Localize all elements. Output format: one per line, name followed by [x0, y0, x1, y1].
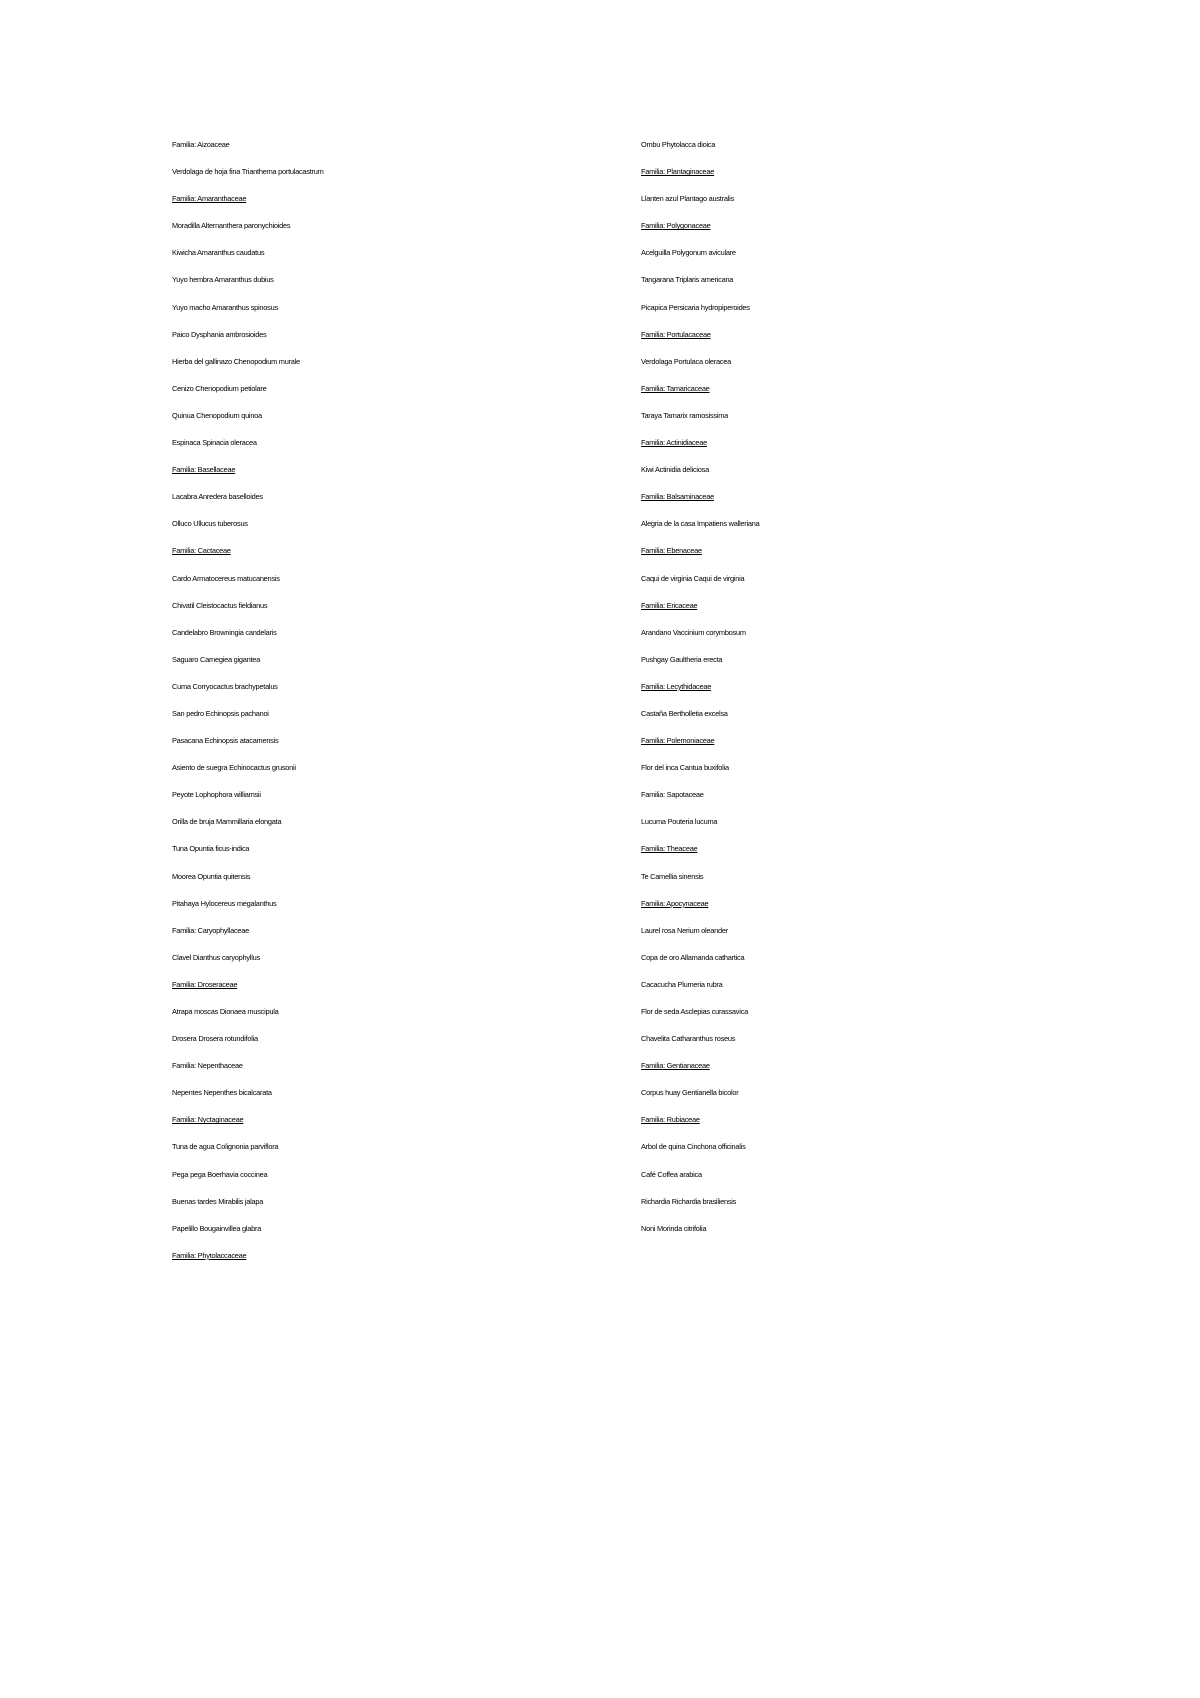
- family-heading: Familia: Polygonaceae: [641, 221, 711, 231]
- family-heading: Familia: Nepenthaceae: [172, 1061, 243, 1071]
- species-entry: Copa de oro Allamanda cathartica: [641, 952, 745, 962]
- species-entry: Pitahaya Hylocereus megalanthus: [172, 898, 277, 908]
- species-entry: Cacacucha Plumeria rubra: [641, 979, 723, 989]
- species-entry: Flor del inca Cantua buxifolia: [641, 763, 729, 773]
- species-entry: Paico Dysphania ambrosioides: [172, 329, 267, 339]
- species-entry: Verdolaga Portulaca oleracea: [641, 356, 731, 366]
- species-entry: Arandano Vaccinium corymbosum: [641, 627, 746, 637]
- family-heading: Familia: Ebenaceae: [641, 546, 702, 556]
- species-entry: San pedro Echinopsis pachanoi: [172, 708, 269, 718]
- species-entry: Buenas tardes Mirabilis jalapa: [172, 1196, 264, 1206]
- species-entry: Te Camellia sinensis: [641, 871, 704, 881]
- species-entry: Alegria de la casa Impatiens walleriana: [641, 519, 760, 529]
- species-entry: Moorea Opuntia quitensis: [172, 871, 251, 881]
- species-entry: Quinua Chenopodium quinoa: [172, 410, 262, 420]
- family-heading: Familia: Theaceae: [641, 844, 698, 854]
- species-entry: Acelguilla Polygonum aviculare: [641, 248, 736, 258]
- family-heading: Familia: Aizoaceae: [172, 140, 230, 149]
- species-entry: Peyote Lophophora williamsii: [172, 790, 261, 800]
- species-entry: Candelabro Browningia candelaris: [172, 627, 277, 637]
- species-entry: Café Coffea arabica: [641, 1169, 702, 1179]
- family-heading: Familia: Balsaminaceae: [641, 492, 714, 502]
- species-entry: Saguaro Carnegiea gigantea: [172, 654, 261, 664]
- family-heading: Familia: Portulacaceae: [641, 329, 711, 339]
- species-entry: Moradilla Alternanthera paronychioides: [172, 221, 291, 231]
- family-heading: Familia: Rubiaceae: [641, 1115, 700, 1125]
- family-heading: Familia: Droseraceae: [172, 979, 238, 989]
- species-entry: Orilla de bruja Mammillaria elongata: [172, 817, 282, 827]
- family-heading: Familia: Tamaricaceae: [641, 383, 710, 393]
- species-entry: Laurel rosa Nerium oleander: [641, 925, 728, 935]
- species-entry: Yuyo hembra Amaranthus dubius: [172, 275, 274, 285]
- family-heading: Familia: Cactaceae: [172, 546, 231, 556]
- family-heading: Familia: Phytolaccaceae: [172, 1250, 247, 1260]
- family-heading: Familia: Ericaceae: [641, 600, 698, 610]
- species-entry: Llanten azul Plantago australis: [641, 194, 734, 204]
- species-entry: Richardia Richardia brasiliensis: [641, 1196, 737, 1206]
- species-entry: Chivatil Cleistocactus fieldianus: [172, 600, 268, 610]
- family-heading: Familia: Caryophyllaceae: [172, 925, 249, 935]
- species-entry: Flor de seda Asclepias curassavica: [641, 1007, 748, 1016]
- species-entry: Picapica Persicaria hydropiperoides: [641, 302, 750, 312]
- species-entry: Tangarana Triplaris americana: [641, 275, 734, 285]
- species-entry: Ombu Phytolacca dioica: [641, 140, 716, 149]
- species-entry: Cenizo Chenopodium petiolare: [172, 383, 267, 393]
- species-entry: Cuma Corryocactus brachypetalus: [172, 681, 278, 691]
- family-heading: Familia: Gentianaceae: [641, 1061, 710, 1071]
- species-entry: Papelillo Bougainvillea glabra: [172, 1223, 262, 1233]
- species-entry: Tuna de agua Colignonia parviflora: [172, 1142, 279, 1152]
- species-entry: Pasacana Echinopsis atacamensis: [172, 736, 279, 746]
- species-entry: Lacabra Anredera baselloides: [172, 492, 263, 502]
- species-entry: Tuna Opuntia ficus-indica: [172, 844, 250, 854]
- species-entry: Cardo Armatocereus matucanensis: [172, 573, 280, 583]
- species-entry: Kiwicha Amaranthus caudatus: [172, 248, 265, 258]
- species-entry: Yuyo macho Amaranthus spinosus: [172, 302, 278, 312]
- species-entry: Caqui de virginia Caqui de virginia: [641, 573, 745, 583]
- species-entry: Atrapa moscas Dionaea muscipula: [172, 1007, 279, 1016]
- species-entry: Castaña Bertholletia excelsa: [641, 708, 728, 718]
- species-entry: Drosera Drosera rotundifolia: [172, 1034, 258, 1044]
- family-heading: Familia: Lecythidaceae: [641, 681, 712, 691]
- species-entry: Taraya Tamarix ramosissima: [641, 410, 728, 420]
- species-entry: Chavelita Catharanthus roseus: [641, 1034, 736, 1044]
- species-entry: Olluco Ullucus tuberosus: [172, 519, 248, 529]
- species-entry: Kiwi Actinidia deliciosa: [641, 465, 709, 475]
- species-entry: Noni Morinda citrifolia: [641, 1223, 707, 1233]
- family-heading: Familia: Amaranthaceae: [172, 194, 247, 204]
- species-entry: Asiento de suegra Echinocactus grusonii: [172, 763, 296, 773]
- family-heading: Familia: Nyctaginaceae: [172, 1115, 244, 1125]
- family-heading: Familia: Plantaginaceae: [641, 167, 715, 177]
- left-column: [172, 138, 592, 1276]
- family-heading: Familia: Polemoniaceae: [641, 736, 715, 746]
- species-entry: Hierba del gallinazo Chenopodium murale: [172, 356, 300, 366]
- species-entry: Lucuma Pouteria lucuma: [641, 817, 718, 827]
- family-heading: Familia: Actinidiaceae: [641, 438, 707, 448]
- species-entry: Espinaca Spinacia oleracea: [172, 438, 257, 448]
- family-heading: Familia: Apocynaceae: [641, 898, 709, 908]
- species-entry: Clavel Dianthus caryophyllus: [172, 952, 260, 962]
- species-entry: Corpus huay Gentianella bicolor: [641, 1088, 739, 1098]
- species-entry: Nepentes Nepenthes bicalcarata: [172, 1088, 272, 1098]
- species-entry: Pega pega Boerhavia coccinea: [172, 1169, 268, 1179]
- species-entry: Arbol de quina Cinchona officinalis: [641, 1142, 746, 1152]
- species-entry: Verdolaga de hoja fina Trianthema portulacastrum: [172, 167, 324, 177]
- family-heading: Familia: Sapotaceae: [641, 790, 704, 800]
- species-entry: Pushgay Gaultheria erecta: [641, 654, 723, 664]
- right-column: [641, 138, 1061, 1249]
- family-heading: Familia: Basellaceae: [172, 465, 236, 475]
